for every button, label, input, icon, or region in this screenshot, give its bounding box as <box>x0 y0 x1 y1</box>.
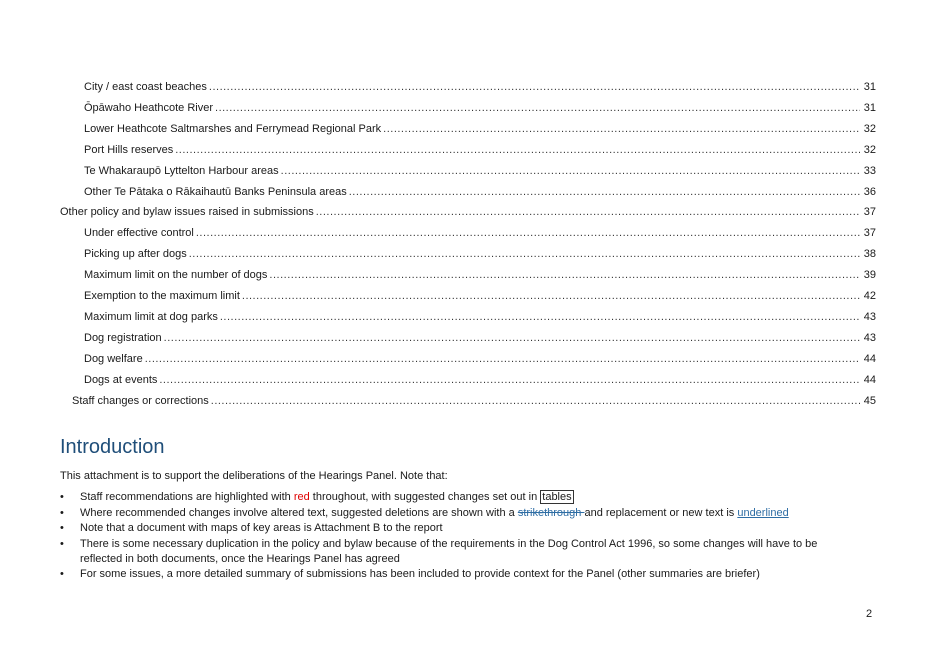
toc-entry-page: 33 <box>863 164 876 177</box>
toc-dot-leader <box>383 120 860 138</box>
toc-dot-leader <box>349 183 860 201</box>
boxed-text: tables <box>542 491 572 503</box>
toc-dot-leader <box>242 287 860 305</box>
page-number: 2 <box>866 608 873 620</box>
toc-entry[interactable] <box>84 308 876 326</box>
toc-entry[interactable] <box>84 224 876 242</box>
toc-entry-page: 37 <box>863 227 876 240</box>
toc-entry-page: 42 <box>863 290 876 302</box>
list-item: • Where recommended changes involve altered text, suggested deletions are shown with a strikethrough and replacement or new text is underlined <box>60 506 789 519</box>
bullet-icon: • <box>60 537 64 550</box>
toc-dot-leader <box>164 329 860 347</box>
list-item: • Staff recommendations are highlighted with red throughout, with suggested changes set out in tables <box>60 491 572 503</box>
toc-entry-page: 31 <box>863 101 876 114</box>
toc-entry-label: Under effective control <box>84 227 194 240</box>
toc-dot-leader <box>215 99 860 117</box>
bullet-icon: • <box>60 568 64 580</box>
toc-entry-label: Port Hills reserves <box>84 143 174 156</box>
toc-dot-leader <box>316 203 860 221</box>
toc-entry[interactable] <box>84 78 876 96</box>
toc-entry[interactable] <box>84 245 876 263</box>
toc-entry-page: 45 <box>863 394 876 407</box>
toc-entry-label: Exemption to the maximum limit <box>84 290 240 302</box>
toc-entry-page: 32 <box>863 143 876 156</box>
toc-dot-leader <box>209 78 860 96</box>
toc-entry-label: Te Whakaraupō Lyttelton Harbour areas <box>84 164 279 177</box>
underlined-text: underlined <box>737 506 789 519</box>
bullet-icon: • <box>60 506 64 519</box>
toc-entry-page: 31 <box>863 81 876 93</box>
bullet-icon: • <box>60 522 64 534</box>
toc-entry[interactable] <box>84 141 876 159</box>
toc-entry-label: Maximum limit on the number of dogs <box>84 269 268 282</box>
toc-dot-leader <box>269 266 860 284</box>
toc-entry-label: Dog registration <box>84 331 162 344</box>
toc-entry[interactable] <box>84 120 876 138</box>
toc-entry-page: 43 <box>863 310 876 323</box>
toc-entry[interactable] <box>84 329 876 347</box>
strikethrough-text: strikethrough <box>517 506 585 519</box>
notes-list <box>60 490 850 583</box>
toc-entry-label: Picking up after dogs <box>84 248 187 261</box>
red-highlight-text: red <box>293 491 310 503</box>
toc-entry-label: Ōpāwaho Heathcote River <box>84 101 214 114</box>
section-heading: Introduction <box>60 436 165 458</box>
toc-entry[interactable] <box>84 162 876 180</box>
toc-entry-label: Dogs at events <box>84 373 158 386</box>
toc-entry-page: 39 <box>863 269 876 282</box>
toc-entry-label: Maximum limit at dog parks <box>84 310 218 323</box>
toc-dot-leader <box>281 162 860 180</box>
bullet-icon: • <box>60 491 64 503</box>
toc-entry-label: Staff changes or corrections <box>72 394 209 407</box>
toc-entry-page: 36 <box>863 185 876 198</box>
toc-dot-leader <box>189 245 860 263</box>
toc-entry-label: Dog welfare <box>84 352 143 365</box>
toc-entry[interactable] <box>60 203 876 221</box>
toc-entry-page: 32 <box>863 122 876 135</box>
toc-dot-leader <box>220 308 860 326</box>
toc-entry-page: 44 <box>863 352 876 365</box>
toc-entry-page: 43 <box>863 331 876 344</box>
list-item: • Note that a document with maps of key areas is Attachment B to the report <box>60 522 443 534</box>
toc-dot-leader <box>211 392 860 410</box>
toc-dot-leader <box>196 224 860 242</box>
toc-entry[interactable] <box>84 371 876 389</box>
toc-entry-label: Other policy and bylaw issues raised in submissions <box>60 206 314 219</box>
toc-entry-page: 44 <box>863 373 876 386</box>
toc-entry[interactable] <box>84 287 876 305</box>
toc-entry-page: 38 <box>863 248 876 261</box>
toc-entry-label: Lower Heathcote Saltmarshes and Ferrymead Regional Park <box>84 122 382 135</box>
toc-dot-leader <box>175 141 860 159</box>
toc-entry-page: 37 <box>863 206 876 219</box>
toc-entry[interactable] <box>84 350 876 368</box>
list-item: • For some issues, a more detailed summary of submissions has been included to provide context for the Panel (other summaries are briefer) <box>60 568 760 580</box>
toc-dot-leader <box>159 371 860 389</box>
toc-dot-leader <box>145 350 860 368</box>
toc-entry-label: City / east coast beaches <box>84 81 207 93</box>
toc-entry[interactable] <box>84 99 876 117</box>
toc-entry[interactable] <box>72 392 876 410</box>
intro-paragraph: This attachment is to support the deliberations of the Hearings Panel. Note that: <box>60 470 448 482</box>
toc-entry-label: Other Te Pātaka o Rākaihautū Banks Peninsula areas <box>84 185 347 198</box>
list-item: • There is some necessary duplication in the policy and bylaw because of the requirements in the Dog Control Act 1996, so some changes will have to be reflected in both documents, once the Hearings Panel has agreed <box>60 537 818 565</box>
toc-entry[interactable] <box>84 183 876 201</box>
toc-entry[interactable] <box>84 266 876 284</box>
